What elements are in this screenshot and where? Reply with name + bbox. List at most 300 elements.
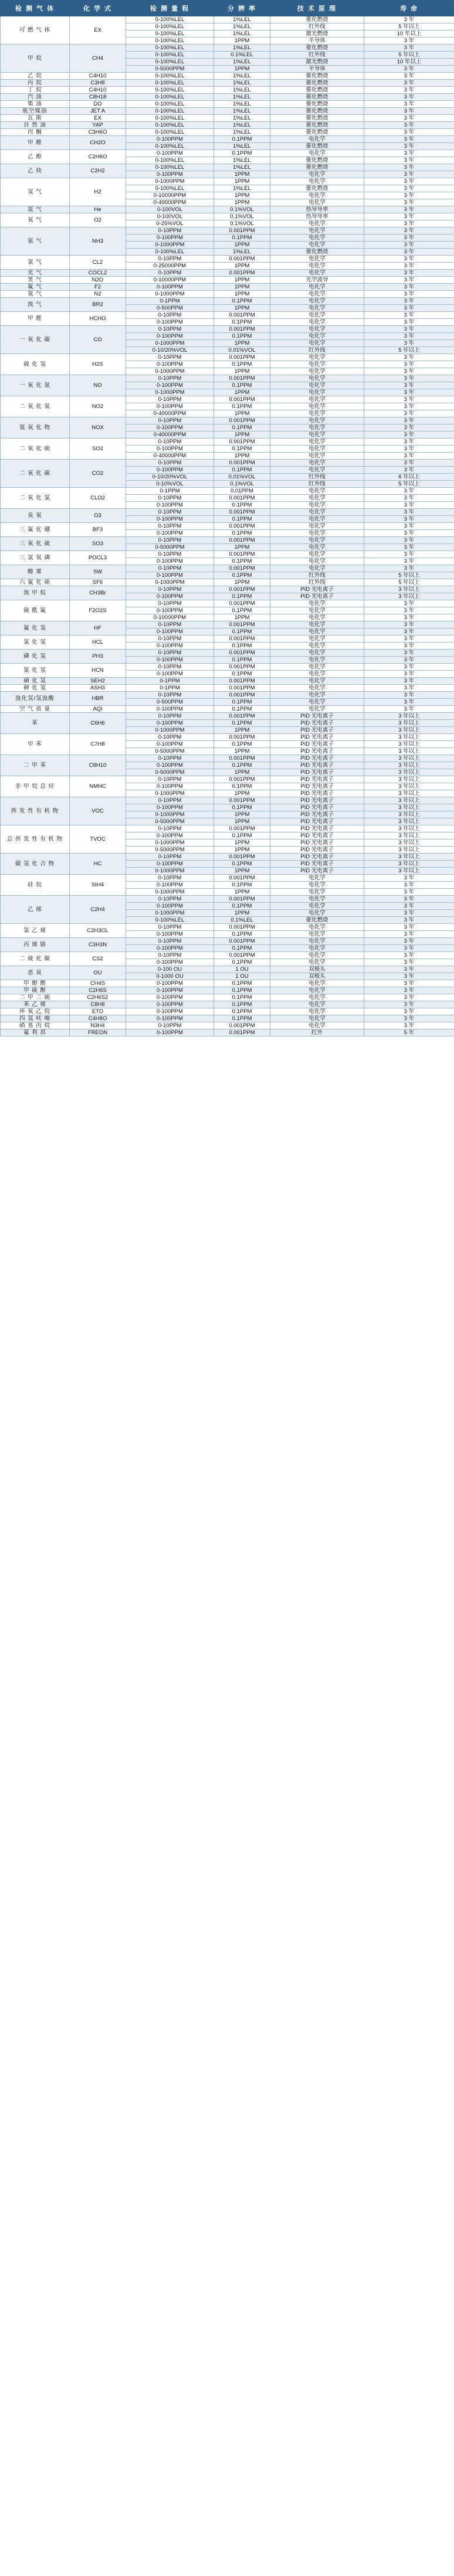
cell-lifetime: 3 年 [364,657,454,664]
cell-technology: 电化学 [270,945,364,952]
cell-gas-name: 一 氧 化 氮 [1,375,70,396]
cell-lifetime: 3 年以上 [364,755,454,762]
cell-resolution: 0.001PPM [214,354,270,361]
cell-technology: 电化学 [270,938,364,945]
cell-technology: 电化学 [270,952,364,959]
cell-lifetime: 3 年 [364,882,454,889]
cell-lifetime: 5 年以上 [364,23,454,30]
cell-formula: NMHC [70,776,126,797]
table-row [1,776,454,783]
table-row [1,16,454,23]
cell-resolution: 0.1PPM [214,558,270,565]
cell-technology: 催化燃烧 [270,45,364,52]
cell-resolution: 0.1PPM [214,333,270,340]
cell-technology: 双极头 [270,966,364,973]
cell-gas-name: 航空煤油 [1,108,70,115]
cell-resolution: 0.1PPM [214,150,270,157]
cell-range: 0-100PPM [126,959,214,966]
cell-lifetime: 3 年 [364,199,454,206]
cell-lifetime: 3 年以上 [364,854,454,861]
cell-range: 0-100%LEL [126,143,214,150]
cell-formula: VOC [70,797,126,825]
cell-technology: 电化学 [270,284,364,291]
cell-technology: 电化学 [270,924,364,931]
cell-range: 0-100%LEL [126,101,214,108]
cell-range: 0-10PPM [126,713,214,720]
cell-resolution: 0.1%VOL [214,213,270,220]
cell-gas-name: 乙 炔 [1,164,70,178]
cell-resolution: 0.001PPM [214,896,270,903]
cell-resolution: 1%LEL [214,80,270,87]
cell-formula: NO [70,375,126,396]
cell-resolution: 0.001PPM [214,460,270,467]
cell-gas-name: 氟 化 氢 [1,621,70,635]
cell-technology: 电化学 [270,671,364,678]
cell-formula: CH2O [70,136,126,150]
cell-gas-name: 碳 氢 化 合 物 [1,854,70,875]
cell-formula: He [70,206,126,213]
cell-technology: 电化学 [270,551,364,558]
cell-resolution: 0.001PPM [214,227,270,235]
table-row [1,417,454,424]
cell-resolution: 0.1PPM [214,1008,270,1015]
cell-formula: C3H8 [70,80,126,87]
cell-lifetime: 3 年 [364,635,454,643]
cell-resolution: 1PPM [214,811,270,818]
cell-range: 0-10PPM [126,621,214,628]
cell-range: 0-100%LEL [126,16,214,23]
cell-lifetime: 3 年 [364,87,454,94]
cell-lifetime: 3 年 [364,101,454,108]
col-header-resolution: 分 辨 率 [214,1,270,16]
cell-technology: PID 光电离子 [270,713,364,720]
cell-lifetime: 3 年 [364,607,454,614]
cell-range: 0-100PPM [126,530,214,537]
cell-range: 0-100%LEL [126,249,214,256]
cell-lifetime: 5 年以上 [364,52,454,59]
cell-range: 0-5000PPM [126,818,214,825]
cell-range: 0-1000PPM [126,368,214,375]
cell-formula: SO3 [70,537,126,551]
cell-range: 0-10PPM [126,354,214,361]
cell-resolution: 1PPM [214,178,270,185]
cell-gas-name: 氟 气 [1,284,70,291]
cell-range: 0-1000PPM [126,868,214,875]
cell-technology: 电化学 [270,410,364,417]
table-row [1,938,454,945]
cell-range: 0-100PPM [126,403,214,410]
cell-technology: PID 光电离子 [270,586,364,593]
cell-technology: 红外线 [270,579,364,586]
cell-range: 0-100%LEL [126,87,214,94]
table-row [1,460,454,467]
cell-technology: PID 光电离子 [270,854,364,861]
cell-formula: H2S [70,354,126,375]
cell-lifetime: 3 年 [364,340,454,347]
cell-range: 0-10PPM [126,797,214,804]
cell-formula: FREON [70,1029,126,1036]
cell-range: 0-100PPM [126,607,214,614]
cell-technology: 电化学 [270,509,364,516]
cell-gas-name: 氰 化 氢 [1,664,70,678]
cell-gas-name: 二 氧 化 碳 [1,460,70,488]
cell-range: 0-10PPM [126,924,214,931]
cell-range: 0-10PPM [126,460,214,467]
cell-formula: POCL3 [70,551,126,565]
cell-range: 0-100PPM [126,1008,214,1015]
cell-technology: 电化学 [270,424,364,431]
table-row [1,994,454,1001]
cell-formula: CH3Br [70,586,126,600]
cell-resolution: 0.1PPM [214,424,270,431]
cell-technology: PID 光电离子 [270,790,364,797]
cell-range: 0-5000PPM [126,847,214,854]
cell-lifetime: 3 年 [364,192,454,199]
cell-gas-name: 丙 烯 腈 [1,938,70,952]
cell-lifetime: 3 年以上 [364,811,454,818]
cell-lifetime: 3 年 [364,664,454,671]
cell-lifetime: 3 年 [364,291,454,298]
cell-lifetime: 3 年以上 [364,748,454,755]
table-row [1,326,454,333]
cell-range: 0-100%LEL [126,30,214,38]
cell-range: 0-100VOL [126,206,214,213]
cell-lifetime: 3 年 [364,150,454,157]
cell-formula: H2 [70,178,126,206]
cell-range: 0-1000PPM [126,727,214,734]
cell-resolution: 0.001PPM [214,635,270,643]
cell-range: 0-100%LEL [126,917,214,924]
cell-range: 0-1000PPM [126,178,214,185]
cell-lifetime: 3 年 [364,917,454,924]
cell-range: 0-100VOL [126,213,214,220]
cell-range: 0-100PPM [126,1001,214,1008]
cell-resolution: 0.1PPM [214,467,270,474]
cell-range: 0-10PPM [126,565,214,572]
cell-resolution: 0.1PPM [214,319,270,326]
cell-formula: HCL [70,635,126,650]
cell-resolution: 0.001PPM [214,256,270,263]
cell-formula: TVOC [70,825,126,854]
cell-technology: 催化燃烧 [270,108,364,115]
table-row [1,80,454,87]
cell-technology: PID 光电离子 [270,755,364,762]
table-row [1,980,454,987]
cell-range: 0-100PPM [126,980,214,987]
cell-range: 0-100%LEL [126,122,214,129]
cell-lifetime: 3 年 [364,298,454,305]
cell-technology: 电化学 [270,959,364,966]
cell-resolution: 1PPM [214,242,270,249]
cell-technology: 电化学 [270,544,364,551]
cell-lifetime: 3 年以上 [364,734,454,741]
cell-range: 0-100%LEL [126,94,214,101]
table-row [1,298,454,305]
cell-resolution: 0.1PPM [214,572,270,579]
cell-technology: 电化学 [270,312,364,319]
cell-range: 0-10PPM [126,227,214,235]
cell-gas-name: 乙 烯 [1,896,70,924]
cell-lifetime: 3 年 [364,361,454,368]
cell-formula: C2H4 [70,896,126,924]
cell-technology: 电化学 [270,650,364,657]
cell-gas-name: 氦 气 [1,206,70,213]
table-row [1,664,454,671]
cell-resolution: 1%LEL [214,23,270,30]
cell-lifetime: 3 年 [364,129,454,136]
cell-range: 0-10PPM [126,650,214,657]
cell-range: 0-100PPM [126,994,214,1001]
cell-formula: N2O [70,277,126,284]
cell-range: 0-1000PPM [126,840,214,847]
cell-resolution: 0.1%VOL [214,206,270,213]
table-row [1,854,454,861]
cell-range: 0-10PPM [126,664,214,671]
cell-resolution: 0.001PPM [214,797,270,804]
table-row [1,256,454,263]
cell-range: 0-100PPM [126,446,214,453]
cell-gas-name: 恶 臭 [1,966,70,980]
cell-range: 0-10PPM [126,326,214,333]
cell-resolution: 0.001PPM [214,875,270,882]
cell-resolution: 0.1PPM [214,446,270,453]
cell-lifetime: 3 年以上 [364,776,454,783]
cell-lifetime: 3 年以上 [364,868,454,875]
cell-range: 0-1000PPM [126,389,214,396]
cell-resolution: 1%LEL [214,59,270,66]
cell-resolution: 1 OU [214,966,270,973]
cell-technology: 催化燃烧 [270,87,364,94]
cell-range: 0-1000 OU [126,973,214,980]
cell-range: 0-100PPM [126,235,214,242]
cell-resolution: 0.001PPM [214,439,270,446]
cell-lifetime: 3 年 [364,460,454,467]
cell-resolution: 0.001PPM [214,396,270,403]
cell-lifetime: 3 年 [364,910,454,917]
cell-technology: 电化学 [270,199,364,206]
cell-technology: 电化学 [270,326,364,333]
table-row [1,734,454,741]
cell-gas-name: 总 挥 发 性 有 机 物 [1,825,70,854]
cell-formula: SW [70,565,126,579]
cell-lifetime: 3 年 [364,558,454,565]
cell-technology: 电化学 [270,263,364,270]
cell-resolution: 0.1PPM [214,607,270,614]
table-row [1,523,454,530]
cell-technology: 半导体 [270,66,364,73]
cell-range: 0-25000PPM [126,263,214,270]
cell-resolution: 1%LEL [214,185,270,192]
cell-technology: 电化学 [270,256,364,263]
cell-resolution: 1PPM [214,192,270,199]
cell-technology: 电化学 [270,220,364,227]
cell-resolution: 0.1PPM [214,720,270,727]
cell-range: 0-10PPM [126,952,214,959]
cell-lifetime: 3 年以上 [364,769,454,776]
cell-resolution: 0.1PPM [214,136,270,143]
cell-resolution: 1PPM [214,291,270,298]
cell-range: 0-10/20%VOL [126,347,214,354]
cell-technology: 电化学 [270,699,364,706]
cell-range: 0-10PPM [126,938,214,945]
cell-technology: 电化学 [270,136,364,143]
cell-range: 0-1000PPM [126,291,214,298]
cell-lifetime: 3 年 [364,227,454,235]
cell-technology: 电化学 [270,896,364,903]
cell-technology: 电化学 [270,664,364,671]
cell-technology: 电化学 [270,319,364,326]
cell-resolution: 0.001PPM [214,375,270,382]
cell-gas-name: 硫 酰 氟 [1,600,70,621]
cell-technology: PID 光电离子 [270,783,364,790]
cell-lifetime: 3 年 [364,206,454,213]
cell-formula: HBR [70,692,126,706]
cell-range: 0-100PPM [126,136,214,143]
cell-lifetime: 3 年 [364,565,454,572]
cell-lifetime: 3 年 [364,502,454,509]
cell-gas-name: 非 甲 烷 总 烃 [1,776,70,797]
col-header-formula: 化 学 式 [70,1,126,16]
cell-gas-name: 六 氟 化 硫 [1,579,70,586]
cell-lifetime: 3 年 [364,213,454,220]
cell-technology: 电化学 [270,600,364,607]
cell-lifetime: 3 年以上 [364,832,454,840]
table-row [1,227,454,235]
cell-technology: 电化学 [270,305,364,312]
cell-range: 0-100PPM [126,931,214,938]
table-row [1,551,454,558]
table-row [1,706,454,713]
cell-lifetime: 3 年 [364,305,454,312]
cell-range: 0-10000PPM [126,277,214,284]
cell-resolution: 0.1PPM [214,593,270,600]
cell-technology: 电化学 [270,171,364,178]
cell-technology: 电化学 [270,678,364,685]
cell-lifetime: 3 年 [364,537,454,544]
cell-lifetime: 3 年 [364,185,454,192]
cell-formula: C2H6S [70,987,126,994]
cell-technology: PID 光电离子 [270,734,364,741]
cell-lifetime: 3 年 [364,284,454,291]
cell-resolution: 1%LEL [214,101,270,108]
cell-range: 0-100PPM [126,502,214,509]
cell-lifetime: 3 年 [364,678,454,685]
table-row [1,129,454,136]
cell-technology: 电化学 [270,439,364,446]
cell-technology: 电化学 [270,375,364,382]
cell-lifetime: 3 年 [364,354,454,361]
gas-detection-table-page [0,0,454,1036]
cell-range: 0-100%LEL [126,157,214,164]
col-header-gas: 检 测 气 体 [1,1,70,16]
cell-resolution: 1%LEL [214,30,270,38]
cell-technology: 红外线 [270,347,364,354]
cell-technology: 电化学 [270,607,364,614]
cell-resolution: 0.001PPM [214,586,270,593]
cell-resolution: 0.1PPM [214,403,270,410]
cell-resolution: 0.1PPM [214,994,270,1001]
cell-formula: N2 [70,291,126,298]
cell-range: 0-100PPM [126,319,214,326]
cell-resolution: 0.001PPM [214,678,270,685]
gas-detection-table [0,0,454,1036]
cell-lifetime: 3 年 [364,446,454,453]
cell-lifetime: 3 年 [364,333,454,340]
cell-range: 0-10PPM [126,755,214,762]
cell-lifetime: 3 年 [364,467,454,474]
cell-lifetime: 3 年 [364,509,454,516]
cell-technology: 红外线 [270,474,364,481]
cell-range: 0-100%LEL [126,115,214,122]
cell-resolution: 0.01%VOL [214,347,270,354]
cell-formula: SEH2 [70,678,126,685]
cell-gas-name: 柴 油 [1,101,70,108]
cell-formula: AQI [70,706,126,713]
table-row [1,87,454,94]
cell-lifetime: 3 年 [364,94,454,101]
cell-technology: 电化学 [270,614,364,621]
cell-resolution: 1PPM [214,340,270,347]
cell-formula: PH3 [70,650,126,664]
cell-lifetime: 3 年 [364,544,454,551]
table-row [1,108,454,115]
cell-range: 0-1000PPM [126,790,214,797]
cell-resolution: 0.001PPM [214,755,270,762]
cell-technology: PID 光电离子 [270,727,364,734]
table-row [1,896,454,903]
cell-lifetime: 3 年 [364,1001,454,1008]
cell-formula: C4H10 [70,87,126,94]
cell-lifetime: 3 年 [364,896,454,903]
cell-technology: PID 光电离子 [270,868,364,875]
cell-resolution: 0.1PPM [214,882,270,889]
cell-gas-name: 溴 甲 烷 [1,586,70,600]
cell-lifetime: 3 年 [364,523,454,530]
cell-technology: PID 光电离子 [270,832,364,840]
cell-lifetime: 3 年 [364,614,454,621]
cell-technology: 热导导率 [270,206,364,213]
cell-resolution: 0.1%VOL [214,220,270,227]
cell-lifetime: 3 年 [364,389,454,396]
cell-formula: CO [70,326,126,354]
cell-range: 0-10PPM [126,635,214,643]
cell-range: 0-10PPM [126,270,214,277]
cell-resolution: 1PPM [214,66,270,73]
table-row [1,150,454,157]
cell-gas-name: 硅 烷 [1,875,70,896]
cell-range: 0-5000PPM [126,544,214,551]
cell-gas-name: 氧 气 [1,213,70,227]
table-row [1,692,454,699]
cell-lifetime: 3 年 [364,396,454,403]
cell-range: 0-1PPM [126,685,214,692]
cell-resolution: 1%LEL [214,129,270,136]
cell-range: 0-10000PPM [126,192,214,199]
cell-range: 0-100%LEL [126,59,214,66]
cell-resolution: 0.001PPM [214,692,270,699]
cell-gas-name: 溴 气 [1,298,70,312]
cell-lifetime: 3 年 [364,277,454,284]
cell-resolution: 1PPM [214,847,270,854]
cell-range: 0-40000PPM [126,199,214,206]
table-row [1,45,454,52]
cell-lifetime: 3 年 [364,980,454,987]
cell-technology: 电化学 [270,685,364,692]
cell-lifetime: 3 年 [364,931,454,938]
cell-range: 0-100PPM [126,741,214,748]
cell-technology: 热导导率 [270,213,364,220]
cell-range: 0-10PPM [126,523,214,530]
